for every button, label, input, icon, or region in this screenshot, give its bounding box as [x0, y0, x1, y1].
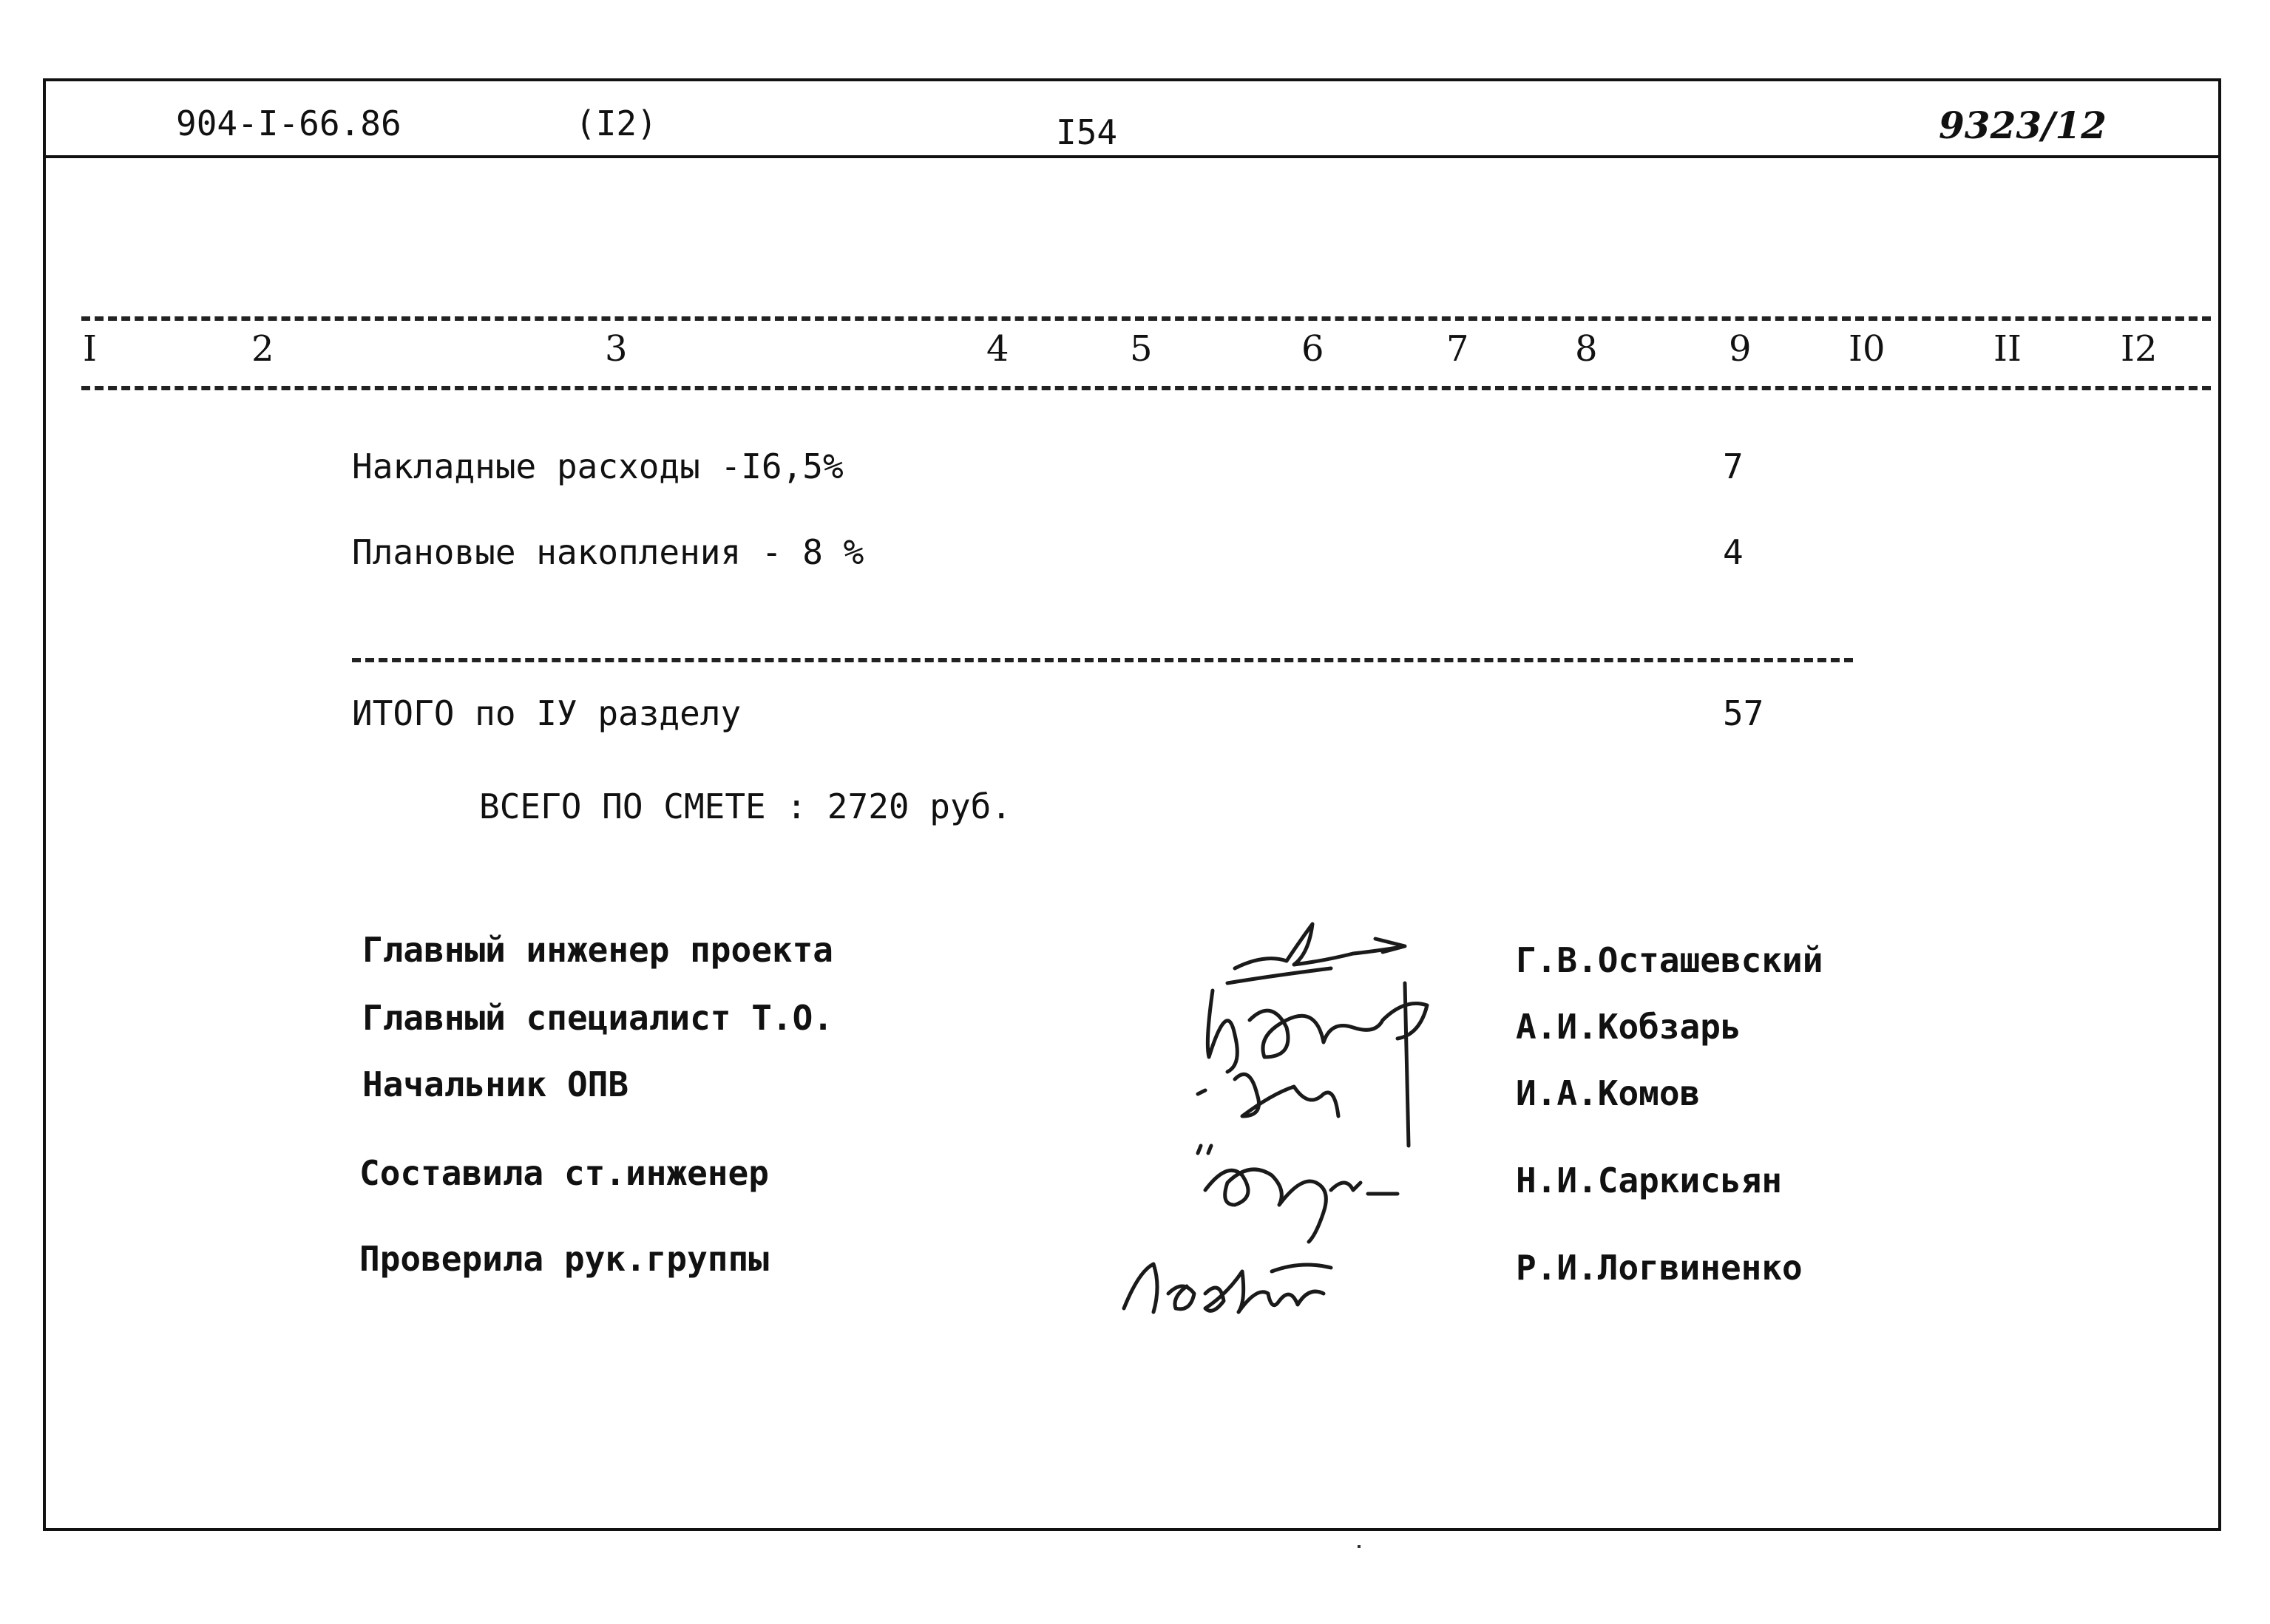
overhead-label: Накладные расходы -I6,5% — [352, 446, 844, 486]
signature-name: И.А.Комов — [1516, 1073, 1701, 1113]
column-header-top-rule — [81, 316, 2211, 321]
planned-savings-value: 4 — [1723, 532, 1744, 572]
column-number: II — [1993, 328, 2022, 370]
column-number: I2 — [2121, 328, 2158, 370]
page-number: I54 — [1056, 112, 1118, 152]
sheet-part: (I2) — [575, 103, 657, 143]
signature-name: Н.И.Саркисьян — [1516, 1161, 1783, 1200]
handwritten-signatures-image — [1183, 909, 1449, 1161]
inventory-number: 9323/12 — [1939, 103, 2107, 147]
signature-position: Начальник ОПВ — [362, 1064, 629, 1104]
signature-position: Главный инженер проекта — [362, 930, 833, 970]
signature-position: Проверила рук.группы — [359, 1239, 769, 1279]
column-number: I0 — [1849, 328, 1886, 370]
stray-mark — [1358, 1545, 1361, 1548]
planned-savings-label: Плановые накопления - 8 % — [352, 532, 864, 572]
column-header-bottom-rule — [81, 386, 2211, 390]
column-number: 5 — [1130, 328, 1153, 370]
column-number: 8 — [1575, 328, 1598, 370]
section-total-value: 57 — [1723, 693, 1764, 733]
signature-name: Г.В.Осташевский — [1516, 940, 1823, 980]
column-number: 4 — [986, 328, 1009, 370]
signature-name: А.И.Кобзарь — [1516, 1007, 1741, 1047]
grand-total: ВСЕГО ПО СМЕТЕ : 2720 руб. — [479, 786, 1012, 826]
column-number: 2 — [251, 328, 274, 370]
section-total-label: ИТОГО по IУ разделу — [352, 693, 742, 733]
column-number: 9 — [1729, 328, 1752, 370]
column-number: 3 — [605, 328, 628, 370]
overhead-value: 7 — [1723, 446, 1744, 486]
header-divider — [43, 155, 2221, 158]
subtotal-rule — [352, 658, 1853, 662]
column-number: 7 — [1446, 328, 1469, 370]
signature-position: Главный специалист Т.О. — [362, 998, 833, 1038]
column-number: 6 — [1301, 328, 1324, 370]
signature-name: Р.И.Логвиненко — [1516, 1248, 1803, 1288]
doc-code: 904-I-66.86 — [176, 103, 402, 143]
signature-logvinenko-image — [1109, 1242, 1346, 1331]
signature-sarkisyan-image — [1183, 1131, 1405, 1242]
signature-position: Составила ст.инженер — [359, 1153, 769, 1193]
column-number: I — [83, 328, 97, 370]
